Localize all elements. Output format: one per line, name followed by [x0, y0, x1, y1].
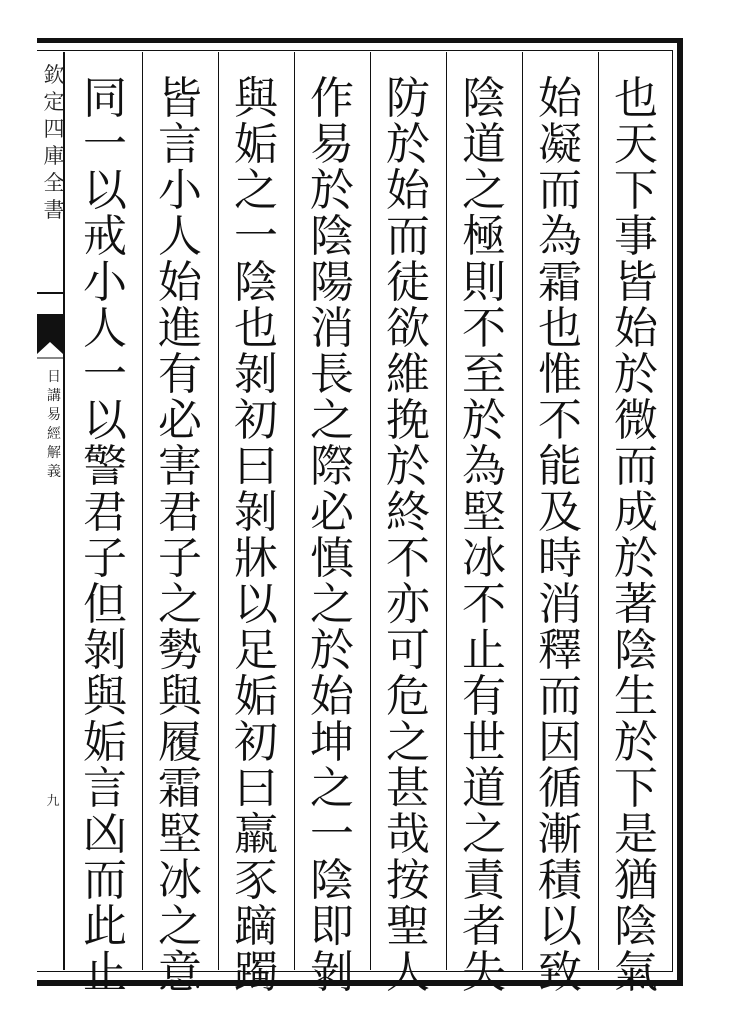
text-column-7: 皆言小人始進有必害君子之勢與履霜堅冰之意	[158, 73, 202, 998]
chapter-title: 日講易經解義	[47, 369, 61, 480]
column-divider	[294, 52, 295, 970]
text-column-3: 陰道之極則不至於為堅冰不止有世道之責者失	[462, 73, 506, 998]
page-number: 九	[46, 794, 60, 809]
gutter-divider	[37, 292, 63, 294]
gutter-strip	[37, 52, 65, 970]
text-column-2: 始凝而為霜也惟不能及時消釋而因循漸積以致	[538, 73, 582, 998]
book-title: 欽定四庫全書	[43, 63, 65, 222]
column-divider	[370, 52, 371, 970]
column-divider	[522, 52, 523, 970]
column-divider	[598, 52, 599, 970]
fish-tail-mark-icon	[37, 314, 63, 362]
text-column-4: 防於始而徒欲維挽於終不亦可危之甚哉按聖人	[386, 73, 430, 998]
column-divider	[142, 52, 143, 970]
text-column-6: 與姤之一陰也剝初曰剝牀以足姤初曰羸豕蹢躅	[234, 73, 278, 998]
text-column-8: 同一以戒小人一以警君子但剝與姤言凶而此止	[83, 73, 127, 998]
text-column-1: 也天下事皆始於微而成於著陰生於下是猶陰氣	[614, 73, 658, 998]
column-divider	[446, 52, 447, 970]
column-divider	[218, 52, 219, 970]
text-column-5: 作易於陰陽消長之際必慎之於始坤之一陰即剝	[310, 73, 354, 998]
